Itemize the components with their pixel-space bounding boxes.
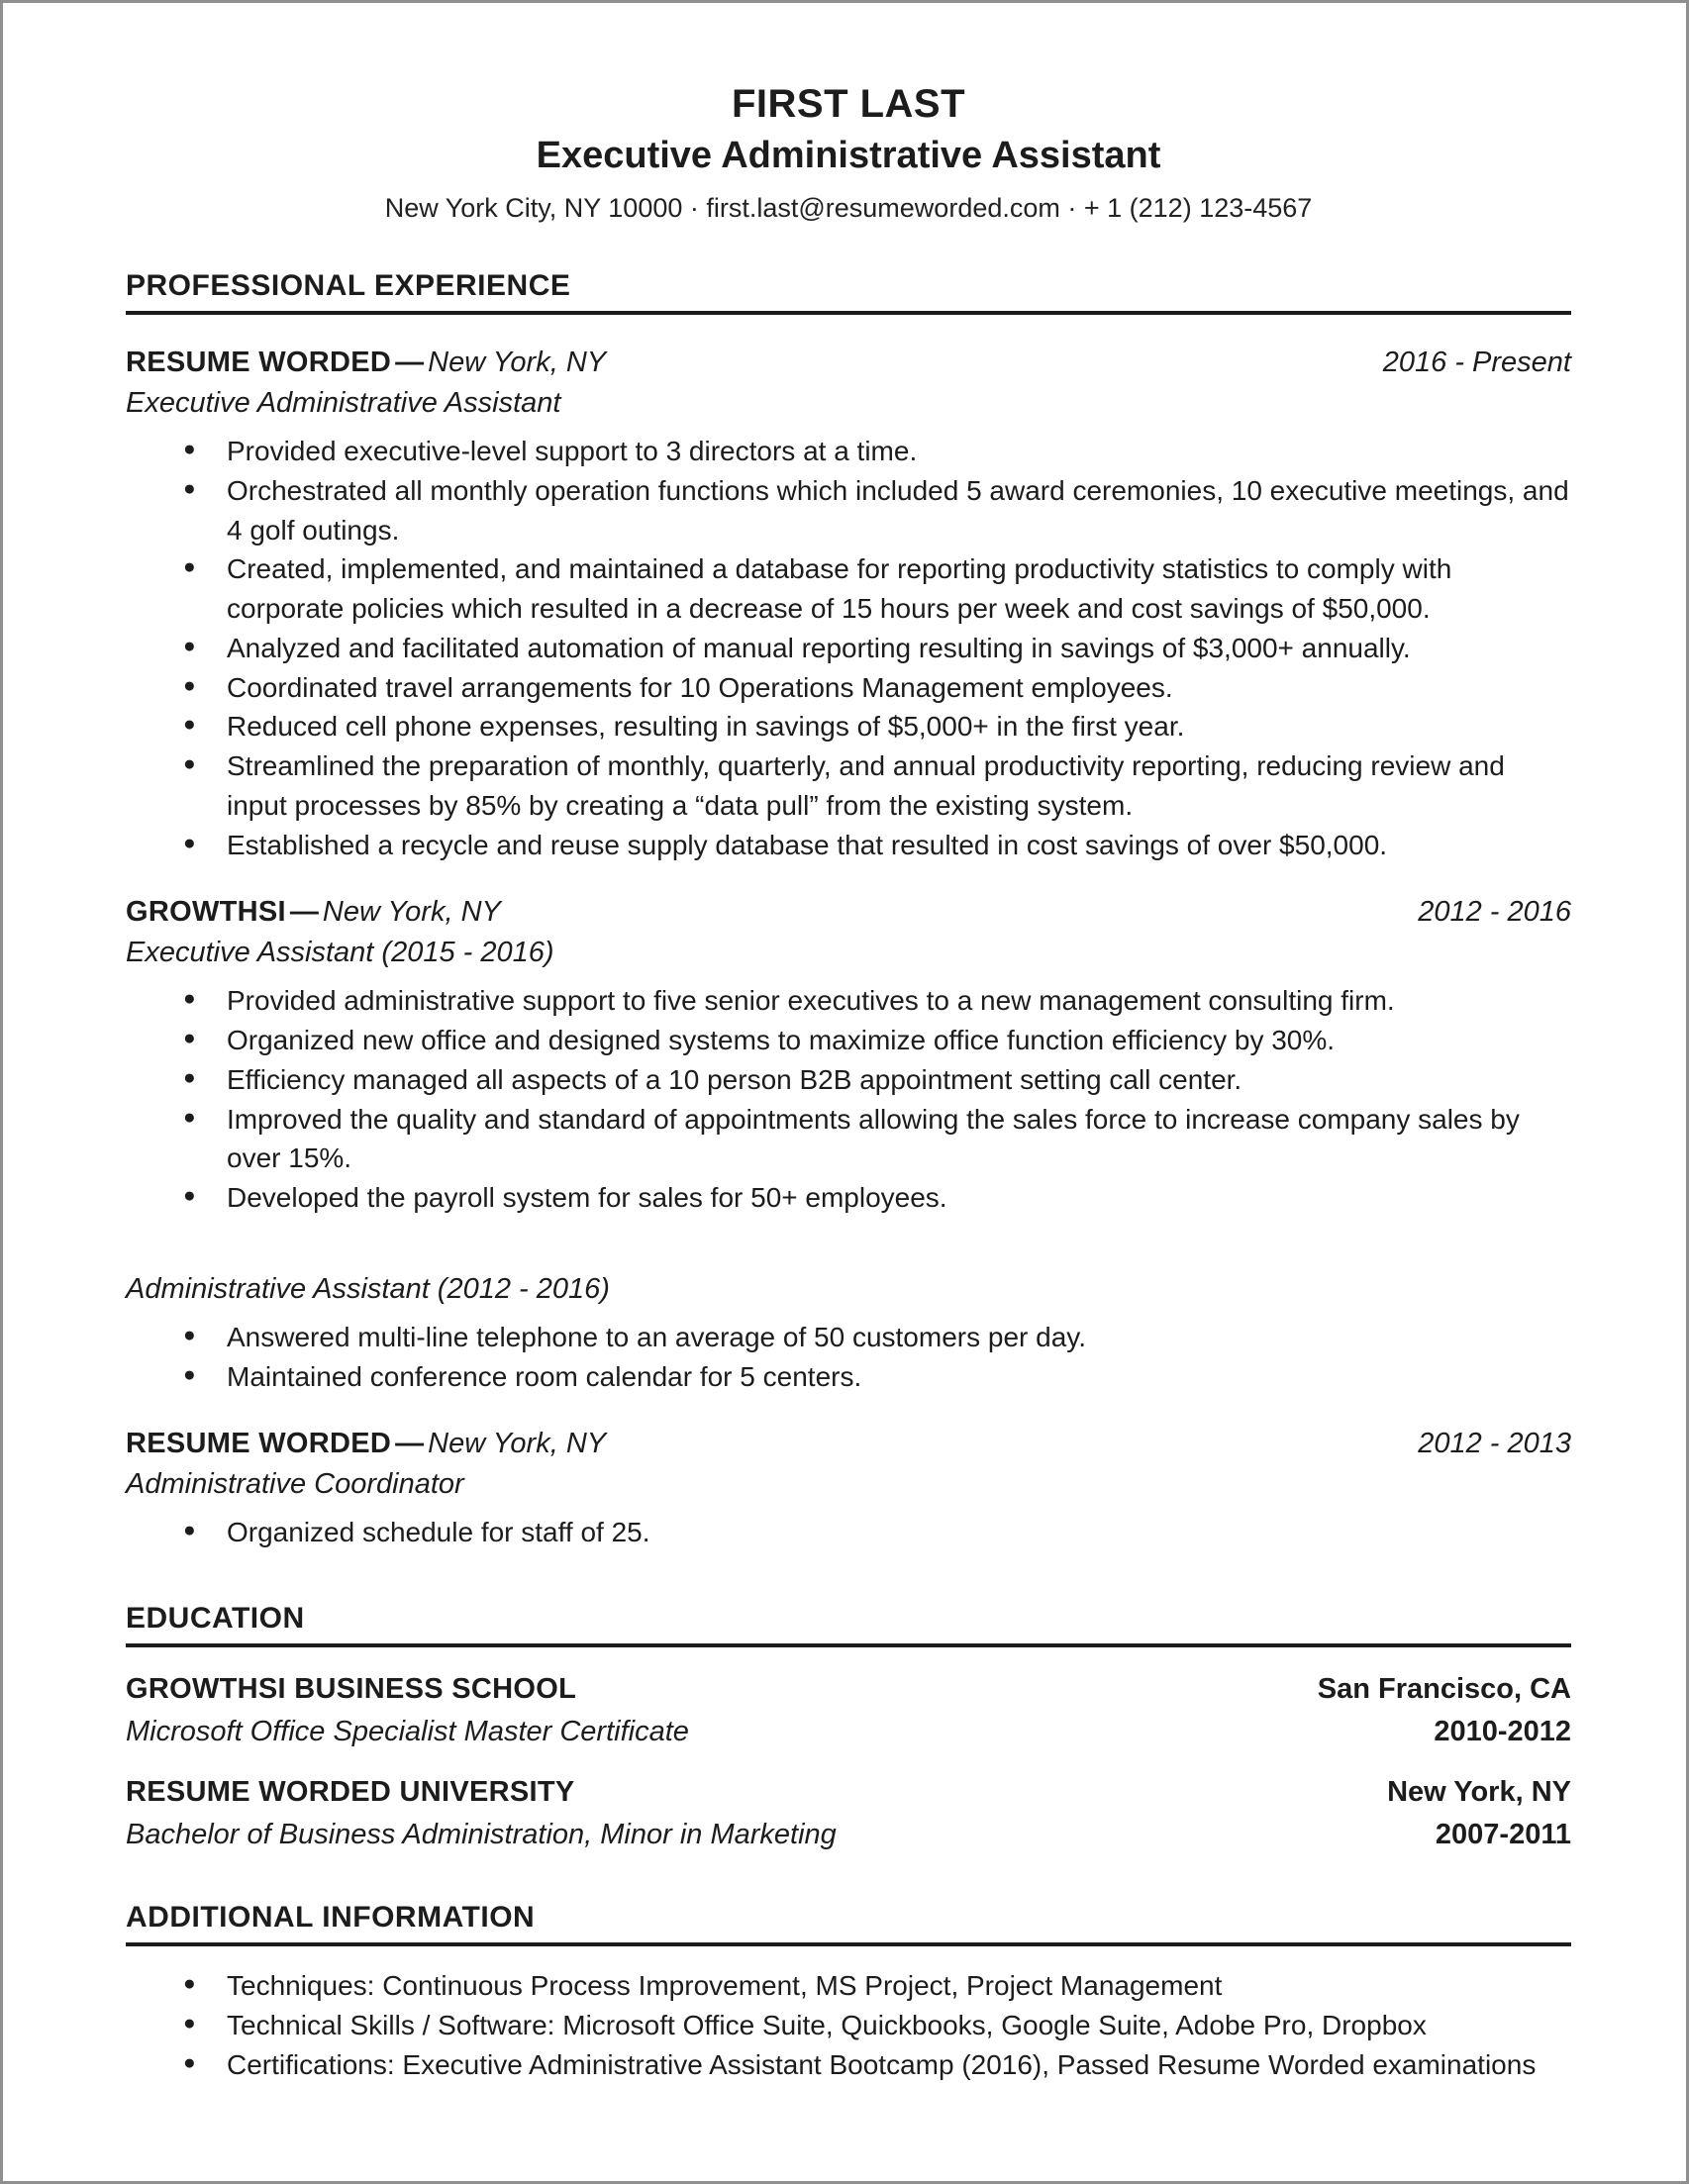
- bullet-text: Developed the payroll system for sales for 50+ employees.: [227, 1182, 947, 1213]
- bullet-icon: ●: [183, 1184, 196, 1207]
- bullet-item: [181, 746, 1571, 826]
- role-title: Administrative Assistant (2012 - 2016): [126, 1272, 610, 1305]
- bullet-icon: ●: [183, 987, 196, 1011]
- job-entry: [126, 1428, 1571, 1552]
- company-name: GROWTHSI: [126, 896, 286, 929]
- additional-bullets: [126, 1966, 1571, 2084]
- bullet-item: [181, 2045, 1571, 2085]
- education-entry: [126, 1673, 1571, 1748]
- bullet-text: Established a recycle and reuse supply database that resulted in cost savings of over $50,000.: [227, 829, 1388, 860]
- bullet-text: Streamlined the preparation of monthly, quarterly, and annual productivity reporting, reducing review and input processes by 85% by creating a “data pull” from the existing system.: [227, 750, 1505, 821]
- job-company-line: [126, 1428, 606, 1460]
- job-header: [126, 896, 1571, 929]
- education-dates: 2007-2011: [1435, 1819, 1571, 1850]
- bullet-item: [181, 826, 1571, 865]
- bullet-item: [181, 1060, 1571, 1100]
- candidate-name: FIRST LAST: [731, 82, 966, 126]
- bullet-text: Techniques: Continuous Process Improvement, MS Project, Project Management: [227, 1970, 1223, 2001]
- education-entries: [126, 1673, 1571, 1851]
- job-header: [126, 1428, 1571, 1460]
- bullet-icon: ●: [183, 1362, 196, 1386]
- bullet-icon: ●: [183, 673, 196, 697]
- bullet-item: [181, 668, 1571, 708]
- company-location-separator: —: [395, 1428, 425, 1460]
- degree-name: Bachelor of Business Administration, Minor in Marketing: [126, 1819, 837, 1850]
- bullet-icon: ●: [183, 752, 196, 775]
- job-roles: [126, 387, 1571, 864]
- bullet-text: Reduced cell phone expenses, resulting in savings of $5,000+ in the first year.: [227, 711, 1185, 743]
- bullet-icon: ●: [183, 1065, 196, 1089]
- role-entry: [126, 1468, 1571, 1552]
- bullet-item: [181, 1021, 1571, 1060]
- company-location-separator: —: [289, 896, 319, 929]
- section-heading-additional: ADDITIONAL INFORMATION: [126, 1901, 1571, 1946]
- company-location: New York, NY: [428, 1428, 607, 1460]
- contact-line: New York City, NY 10000 · first.last@resumeworded.com · + 1 (212) 123-4567: [384, 193, 1313, 223]
- company-name: RESUME WORDED: [126, 1428, 392, 1460]
- resume-header: [126, 82, 1571, 224]
- bullet-text: Technical Skills / Software: Microsoft Office Suite, Quickbooks, Google Suite, Adobe Pro, Dropbox: [227, 2009, 1427, 2040]
- bullet-text: Answered multi-line telephone to an average of 50 customers per day.: [227, 1321, 1086, 1352]
- bullet-item: [181, 1318, 1571, 1357]
- bullet-item: [181, 1357, 1571, 1397]
- bullet-text: Efficiency managed all aspects of a 10 person B2B appointment setting call center.: [227, 1063, 1242, 1095]
- bullet-item: [181, 629, 1571, 668]
- bullet-icon: ●: [183, 713, 196, 737]
- bullet-text: Organized new office and designed systems to maximize office function efficiency by 30%.: [227, 1025, 1336, 1055]
- bullet-icon: ●: [183, 476, 196, 500]
- school-location: New York, NY: [1387, 1776, 1571, 1808]
- bullet-icon: ●: [183, 2011, 196, 2035]
- candidate-title: Executive Administrative Assistant: [536, 135, 1161, 176]
- job-roles: [126, 1468, 1571, 1552]
- job-dates: 2012 - 2013: [1418, 1428, 1571, 1460]
- role-title: Executive Assistant (2015 - 2016): [126, 937, 554, 969]
- bullet-text: Certifications: Executive Administrative Assistant Bootcamp (2016), Passed Resume Worded examinations: [227, 2048, 1537, 2080]
- section-additional-information: [126, 1901, 1571, 2084]
- bullet-item: [181, 432, 1571, 471]
- role-bullets: [126, 1513, 1571, 1552]
- bullet-icon: ●: [183, 1323, 196, 1346]
- company-location: New York, NY: [322, 896, 501, 929]
- bullet-item: [181, 1100, 1571, 1179]
- job-header: [126, 347, 1571, 379]
- bullet-icon: ●: [183, 1105, 196, 1129]
- bullet-text: Improved the quality and standard of appointments allowing the sales force to increase company sales by over 15%.: [227, 1103, 1520, 1174]
- role-title: Administrative Coordinator: [126, 1468, 464, 1501]
- education-row-secondary: [126, 1819, 1571, 1851]
- role-bullets: [126, 981, 1571, 1218]
- role-bullets: [126, 1318, 1571, 1397]
- bullet-icon: ●: [183, 438, 196, 460]
- bullet-icon: ●: [183, 2050, 196, 2074]
- bullet-text: Coordinated travel arrangements for 10 Operations Management employees.: [227, 671, 1173, 703]
- job-entry: [126, 896, 1571, 1396]
- bullet-text: Provided executive-level support to 3 directors at a time.: [227, 436, 918, 466]
- job-dates: 2012 - 2016: [1418, 896, 1571, 929]
- section-professional-experience: [126, 269, 1571, 1552]
- bullet-text: Orchestrated all monthly operation functions which included 5 award ceremonies, 10 executive meetings, and 4 golf outings.: [227, 474, 1569, 546]
- education-row-primary: [126, 1776, 1571, 1809]
- role-title: Executive Administrative Assistant: [126, 387, 561, 419]
- role-bullets: [126, 432, 1571, 864]
- job-company-line: [126, 896, 501, 929]
- role-entry: [126, 1273, 1571, 1397]
- bullet-item: [181, 2006, 1571, 2045]
- company-location-separator: —: [395, 347, 425, 378]
- bullet-text: Organized schedule for staff of 25.: [227, 1517, 650, 1548]
- school-location: San Francisco, CA: [1317, 1673, 1571, 1705]
- company-location: New York, NY: [428, 347, 607, 378]
- education-row-secondary: [126, 1716, 1571, 1748]
- bullet-icon: ●: [183, 555, 196, 579]
- bullet-text: Maintained conference room calendar for 5 centers.: [227, 1360, 862, 1392]
- school-name: GROWTHSI BUSINESS SCHOOL: [126, 1673, 577, 1705]
- job-dates: 2016 - Present: [1382, 347, 1571, 378]
- education-row-primary: [126, 1673, 1571, 1706]
- degree-name: Microsoft Office Specialist Master Certificate: [126, 1716, 689, 1747]
- education-dates: 2010-2012: [1434, 1716, 1571, 1747]
- bullet-text: Provided administrative support to five senior executives to a new management consulting firm.: [227, 985, 1395, 1017]
- bullet-text: Created, implemented, and maintained a database for reporting productivity statistics to comply with corporate policies which resulted in a decrease of 15 hours per week and cost savings of $50,000.: [227, 553, 1452, 624]
- school-name: RESUME WORDED UNIVERSITY: [126, 1776, 575, 1808]
- job-roles: [126, 937, 1571, 1396]
- bullet-item: [181, 1513, 1571, 1552]
- bullet-icon: ●: [183, 1027, 196, 1049]
- bullet-icon: ●: [183, 1972, 196, 1995]
- bullet-item: [181, 707, 1571, 746]
- bullet-item: [181, 981, 1571, 1021]
- bullet-icon: ●: [183, 634, 196, 657]
- job-company-line: [126, 347, 606, 379]
- bullet-icon: ●: [183, 1519, 196, 1542]
- experience-jobs: [126, 347, 1571, 1552]
- section-education: [126, 1602, 1571, 1851]
- bullet-item: [181, 549, 1571, 629]
- bullet-icon: ●: [183, 831, 196, 854]
- section-heading-education: EDUCATION: [126, 1602, 1571, 1647]
- role-entry: [126, 937, 1571, 1218]
- company-name: RESUME WORDED: [126, 347, 392, 378]
- job-entry: [126, 347, 1571, 864]
- section-heading-experience: PROFESSIONAL EXPERIENCE: [126, 269, 1571, 315]
- education-entry: [126, 1776, 1571, 1851]
- bullet-item: [181, 471, 1571, 550]
- bullet-item: [181, 1178, 1571, 1218]
- bullet-text: Analyzed and facilitated automation of manual reporting resulting in savings of $3,000+ annually.: [227, 632, 1411, 663]
- role-entry: [126, 387, 1571, 864]
- bullet-item: [181, 1966, 1571, 2006]
